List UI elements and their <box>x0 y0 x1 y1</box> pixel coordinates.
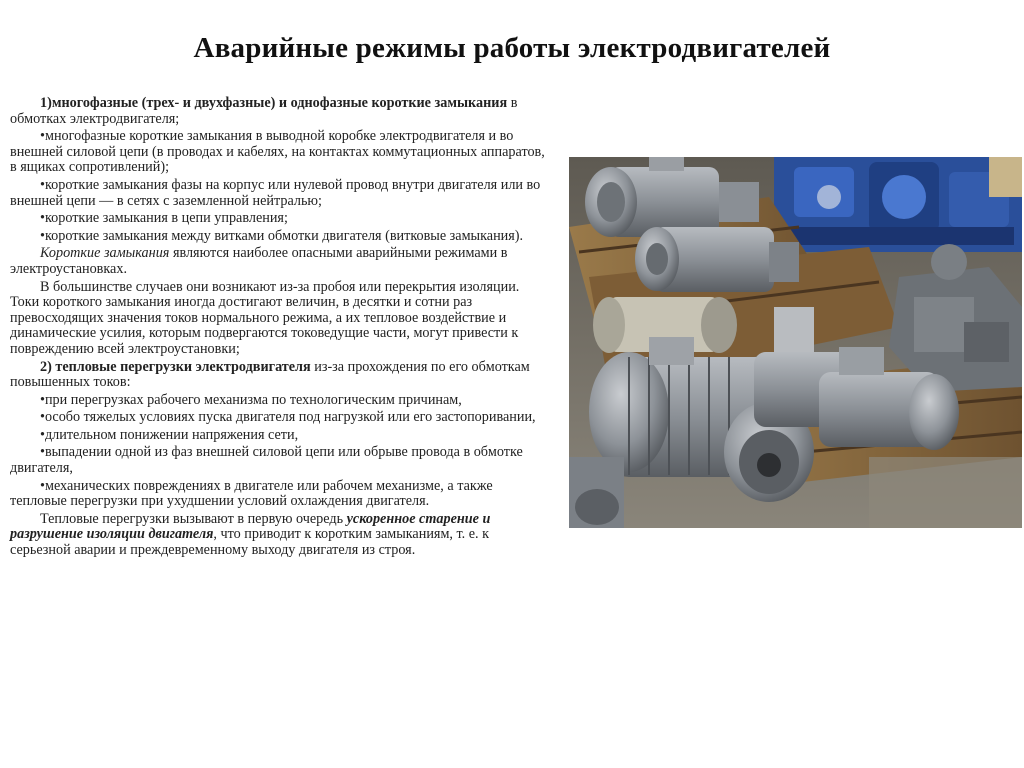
motor-7 <box>569 457 624 528</box>
paragraph-short-circuits-heading <box>10 96 545 127</box>
slide-title: Аварийные режимы работы электродвигателей <box>193 32 831 64</box>
list-item: •длительном понижении напряжения сети, <box>40 426 299 443</box>
heading-thermal-overload: 2) тепловые перегрузки электродвигателя <box>40 358 311 375</box>
list-item: •выпадении одной из фаз внешней силовой цепи или обрыве провода в обмотке двигателя, <box>10 444 523 477</box>
blue-machinery <box>774 157 1022 252</box>
term-short-circuits: Короткие замыкания <box>40 245 170 262</box>
list-item: •при перегрузках рабочего механизма по технологическим причинам, <box>40 391 462 408</box>
list-item: •короткие замыкания фазы на корпус или нулевой провод внутри двигателя или во внешней цепи — в сетях с заземленной нейтралью; <box>10 176 541 209</box>
paragraph-danger-rest: являются наиболее опасными аварийными режимами в электроустановках. <box>10 245 508 277</box>
conclusion-rest: , что приводит к коротким замыканиям, т. е. к серьезной аварии и преждевременному выходу двигателя из строя. <box>10 526 490 559</box>
list-item: •короткие замыкания между витками обмотки двигателя (витковые замыкания). <box>40 227 524 244</box>
conclusion-emphasis: ускоренное старение и разрушение изоляции двигателя <box>10 510 491 543</box>
electric-motors-photo <box>569 157 1022 528</box>
paragraph-overload-heading <box>10 360 545 391</box>
paragraph-conclusion <box>10 512 545 559</box>
paragraph-causes: В большинстве случаев они возникают из-за пробоя или перекрытия изоляции. Токи короткого замыкания иногда достигают величин, в десятки и сотни раз превосходящих значения токов нормального режима, а их тепловое воздействие и динамические усилия, которым подвергаются токоведущие части, могут привести к повреждению всей электроустановки; <box>10 278 520 357</box>
list-item: •короткие замыкания в цепи управления; <box>40 210 288 227</box>
paragraph-danger <box>10 246 545 277</box>
heading-thermal-overload-rest: из-за прохождения по его обмоткам повышенных токов: <box>10 358 530 391</box>
list-item: •механических повреждениях в двигателе или рабочем механизме, а также тепловые перегрузки при ухудшении условий охлаждения двигателя. <box>10 477 493 510</box>
list-item: •многофазные короткие замыкания в выводной коробке электродвигателя и во внешней силовой цепи (в проводах и кабелях, на контактах коммутационных аппаратов, в ящиках сопротивлений); <box>10 128 545 176</box>
heading-short-circuits: 1)многофазные (трех- и двухфазные) и однофазные короткие замыкания <box>40 95 508 111</box>
list-item: •особо тяжелых условиях пуска двигателя под нагрузкой или его застопоривании, <box>40 409 536 426</box>
heading-short-circuits-rest: в обмотках электродвигателя; <box>10 95 518 127</box>
text-column <box>10 96 545 561</box>
conclusion-start: Тепловые перегрузки вызывают в первую очередь <box>40 510 347 527</box>
